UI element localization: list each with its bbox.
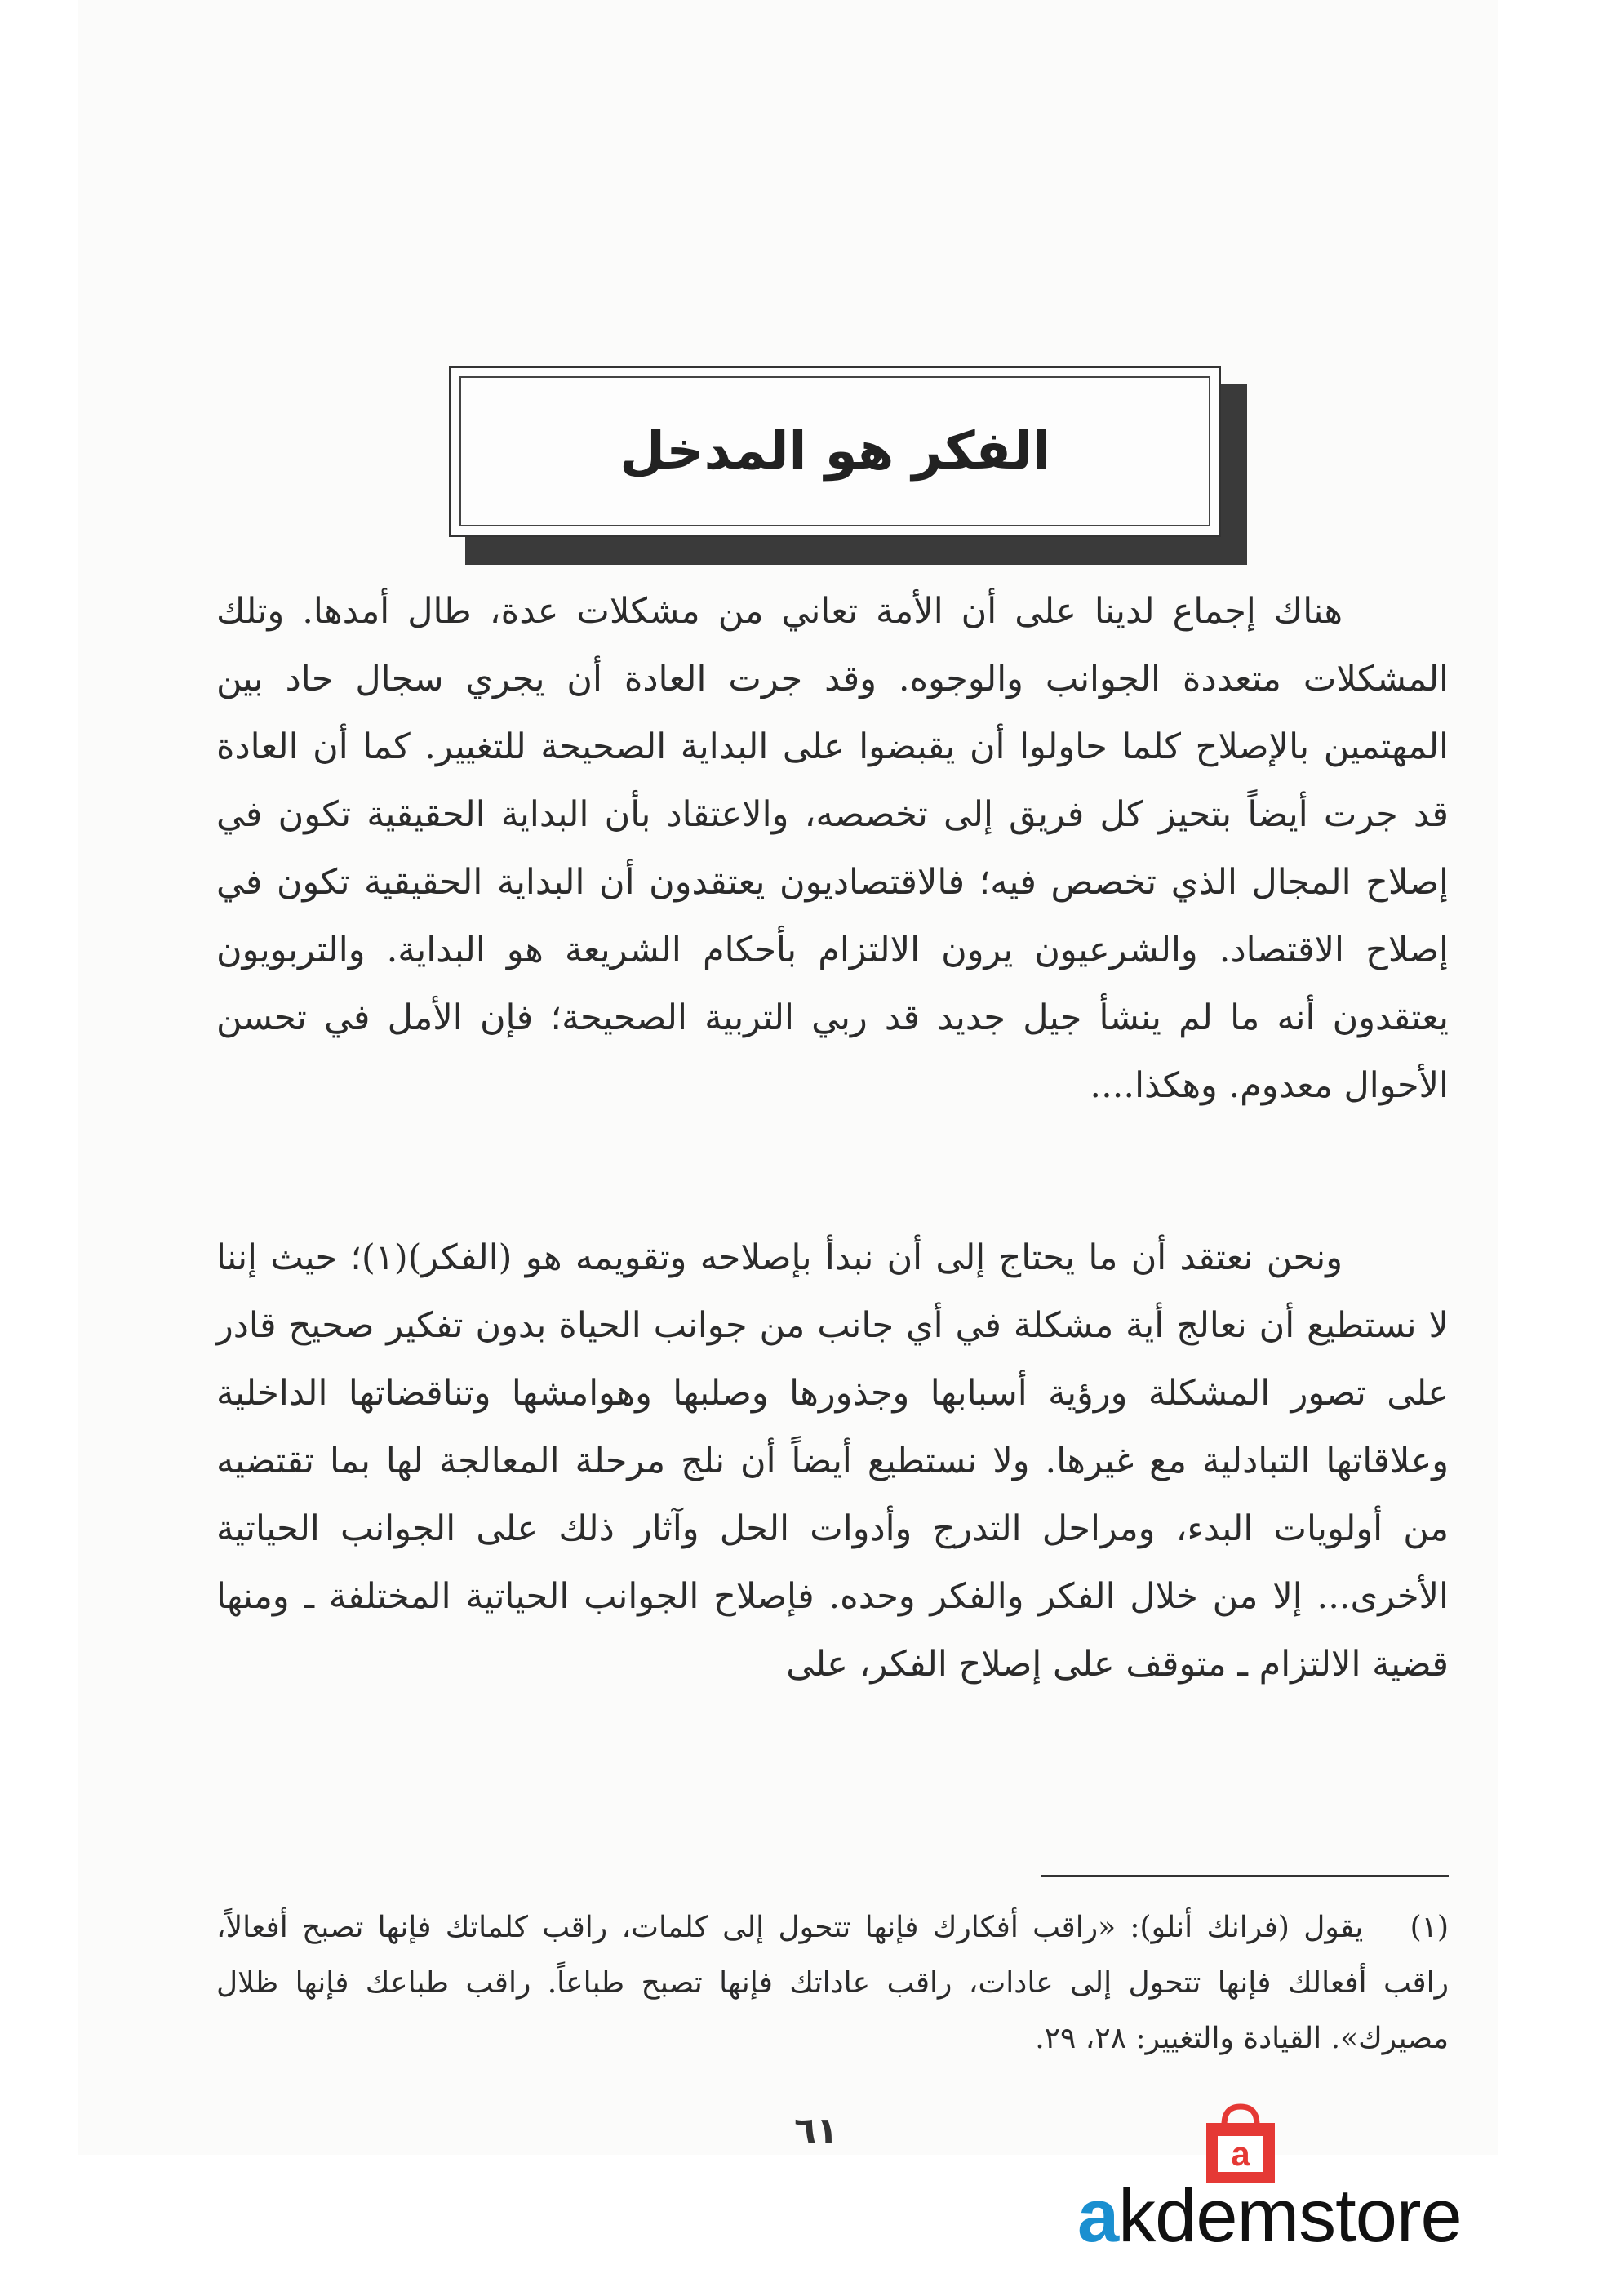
page-number: ٦١ <box>794 2110 838 2152</box>
chapter-title: الفكر هو المدخل <box>619 421 1050 482</box>
footnote-separator <box>1041 1875 1449 1877</box>
brand-wordmark-rest: kdemstore <box>1118 2174 1462 2258</box>
paragraph-2: ونحن نعتقد أن ما يحتاج إلى أن نبدأ بإصلاحه وتقويمه هو (الفكر)(١)؛ حيث إننا لا نستطيع أن نعالج أية مشكلة في أي جانب من جوانب الحياة بدون تفكير صحيح قادر على تصور المشكلة ورؤية أسبابها وجذورها وصلبها وهوامشها وتناقضاتها الداخلية وعلاقاتها التبادلية مع غيرها. ولا نستطيع أيضاً أن نلج مرحلة المعالجة لها بما تقتضيه من أولويات البدء، ومراحل التدرج وأدوات الحل وآثار ذلك على الجوانب الحياتية الأخرى... إلا من خلال الفكر والفكر وحده. فإصلاح الجوانب الحياتية المختلفة ـ ومنها قضية الالتزام ـ متوقف على إصلاح الفكر، على <box>216 1237 1449 1685</box>
brand-wordmark <box>1077 2171 1462 2261</box>
paragraph-1: هناك إجماع لدينا على أن الأمة تعاني من مشكلات عدة، طال أمدها. وتلك المشكلات متعددة الجوانب والوجوه. وقد جرت العادة أن يجري سجال حاد بين المهتمين بالإصلاح كلما حاولوا أن يقبضوا على البداية الصحيحة للتغيير. كما أن العادة قد جرت أيضاً بتحيز كل فريق إلى تخصصه، والاعتقاد بأن البداية الحقيقية تكون في إصلاح المجال الذي تخصص فيه؛ فالاقتصاديون يعتقدون أن البداية الحقيقية تكون في إصلاح الاقتصاد. والشرعيون يرون الالتزام بأحكام الشريعة هو البداية. والتربويون يعتقدون أنه ما لم ينشأ جيل جديد قد ربي التربية الصحيحة؛ فإن الأمل في تحسن الأحوال معدوم. وهكذا.... <box>216 591 1449 1106</box>
footnote-number: (١) <box>1410 1911 1449 1944</box>
footnote <box>216 1900 1449 2067</box>
paragraph-1-block <box>216 578 1449 1120</box>
title-inner-frame <box>459 376 1210 526</box>
footnote-text: يقول (فرانك أنلو): «راقب أفكارك فإنها تتحول إلى كلمات، راقب كلماتك فإنها تصبح أفعالاً، راقب أفعالك فإنها تتحول إلى عادات، راقب عاداتك فإنها تصبح طباعاً. راقب طباعك فإنها ظلال مصيرك». القيادة والتغيير: ٢٨، ٢٩. <box>216 1911 1449 2055</box>
logo-letter: a <box>1231 2134 1250 2173</box>
chapter-title-box <box>449 366 1221 537</box>
paragraph-2-block <box>216 1224 1449 1699</box>
brand-wordmark-a: a <box>1077 2174 1119 2258</box>
